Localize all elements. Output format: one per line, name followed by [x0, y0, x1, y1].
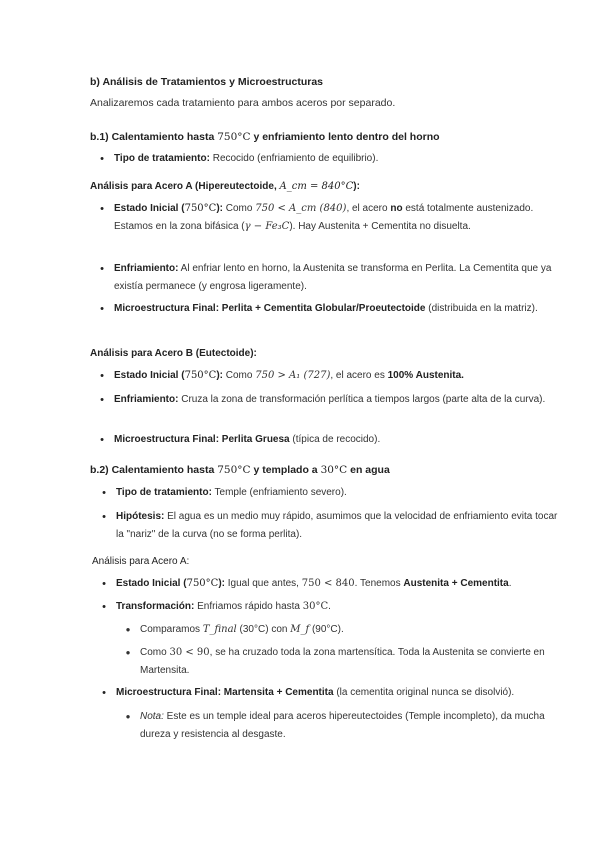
b1-b-microestructura: • Microestructura Final: Perlita Gruesa (típica de recocido).: [90, 431, 560, 449]
bullet-dot: •: [100, 203, 104, 215]
b2-heading: b.2) Calentamiento hasta 750°C y templado a 30°C en agua: [90, 464, 390, 476]
sub-bullet-dot: ●: [125, 625, 131, 634]
b1-heading: b.1) Calentamiento hasta 750°C y enfriamiento lento dentro del horno: [90, 131, 440, 143]
bullet-dot: •: [102, 511, 106, 523]
b1-a-estado-inicial: • Estado Inicial (750°C): Como 750 < A_cm (840), el acero no está totalmente austenizado. Estamos en la zona bifásica (γ − Fe₃C). Hay Austenita + Cementita no disuelta.: [90, 200, 560, 236]
b2-nota: ● Nota: Este es un temple ideal para aceros hipereutectoides (Temple incompleto), da mucha dureza y resistencia al desgaste.: [116, 708, 560, 744]
bullet-dot: •: [100, 370, 104, 382]
b2-hipotesis-bullet: • Hipótesis: El agua es un medio muy rápido, asumimos que la velocidad de enfriamiento evita tocar la "nariz" de la curva (no se forma perlita).: [92, 508, 560, 544]
section-title: b) Análisis de Tratamientos y Microestructuras: [90, 76, 324, 88]
b2-estado-inicial: • Estado Inicial (750°C): Igual que antes, 750 < 840. Tenemos Austenita + Cementita.: [92, 575, 560, 593]
b1-a-microestructura: • Microestructura Final: Perlita + Cementita Globular/Proeutectoide (distribuida en la matriz).: [90, 300, 560, 318]
section-intro: Analizaremos cada tratamiento para ambos aceros por separado.: [90, 97, 396, 109]
bullet-dot: •: [102, 601, 106, 613]
bullet-dot: •: [102, 687, 106, 699]
b1-acero-b-heading: Análisis para Acero B (Eutectoide):: [90, 348, 257, 359]
bullet-dot: •: [100, 394, 104, 406]
bullet-dot: •: [100, 303, 104, 315]
b2-sub-comparamos: ● Comparamos T_final (30°C) con M_f (90°C).: [116, 621, 560, 639]
b2-microestructura: • Microestructura Final: Martensita + Cementita (la cementita original nunca se disolvió).: [92, 684, 560, 702]
b2-transformacion: • Transformación: Enfriamos rápido hasta 30°C.: [92, 598, 560, 616]
b1-tipo-bullet: • Tipo de tratamiento: Recocido (enfriamiento de equilibrio).: [90, 150, 560, 168]
bullet-dot: •: [100, 153, 104, 165]
b1-b-enfriamiento: • Enfriamiento: Cruza la zona de transformación perlítica a tiempos largos (parte alta de la curva).: [90, 391, 560, 409]
sub-bullet-dot: ●: [125, 648, 131, 657]
b1-a-enfriamiento: • Enfriamiento: Al enfriar lento en horno, la Austenita se transforma en Perlita. La Cementita que ya existía permanece (y engrosa ligeramente).: [90, 260, 560, 296]
b2-tipo-bullet: • Tipo de tratamiento: Temple (enfriamiento severo).: [92, 484, 560, 502]
bullet-dot: •: [100, 263, 104, 275]
b1-b-estado-inicial: • Estado Inicial (750°C): Como 750 > A₁ (727), el acero es 100% Austenita.: [90, 367, 560, 385]
bullet-dot: •: [102, 578, 106, 590]
bullet-dot: •: [102, 487, 106, 499]
b2-acero-a-heading: Análisis para Acero A:: [92, 556, 190, 567]
bullet-dot: •: [100, 434, 104, 446]
b1-acero-a-heading: Análisis para Acero A (Hipereutectoide, A_cm = 840°C):: [90, 181, 360, 192]
b2-sub-como: ● Como 30 < 90, se ha cruzado toda la zona martensítica. Toda la Austenita se convierte en Martensita.: [116, 644, 560, 680]
sub-bullet-dot: ●: [125, 712, 131, 721]
